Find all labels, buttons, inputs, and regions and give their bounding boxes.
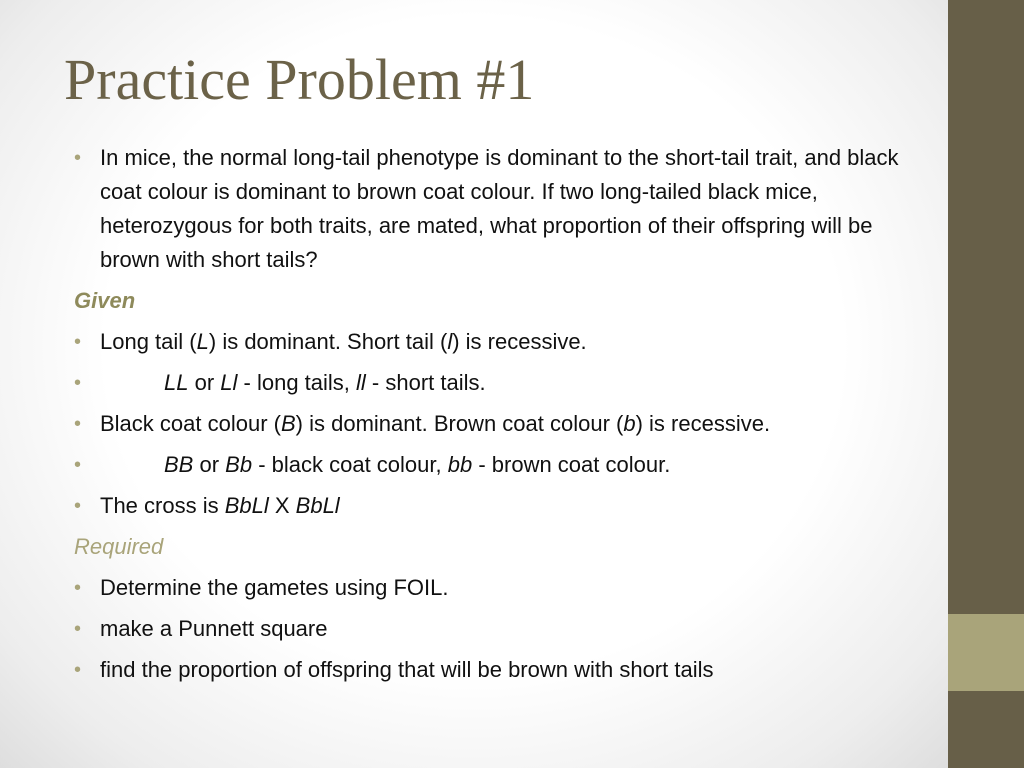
slide-title: Practice Problem #1 (64, 47, 535, 112)
list-item-tail-dominance: • Long tail (L) is dominant. Short tail (l) is recessive. (74, 325, 904, 359)
list-item-cross: • The cross is BbLl X BbLl (74, 489, 904, 523)
coat-genotypes-text: BB or Bb - black coat colour, bb - brown coat colour. (164, 452, 671, 477)
tail-genotypes-text: LL or Ll - long tails, ll - short tails. (164, 370, 486, 395)
bullet-icon: • (74, 413, 82, 435)
content-list (74, 141, 904, 694)
bullet-icon: • (74, 372, 82, 394)
list-item-required-1: • Determine the gametes using FOIL. (74, 571, 904, 605)
sidebar-accent-block (948, 614, 1024, 691)
bullet-icon: • (74, 147, 82, 169)
bullet-icon: • (74, 495, 82, 517)
list-item-coat-genotypes (74, 448, 904, 482)
list-item-tail-genotypes (74, 366, 904, 400)
bullet-icon: • (74, 454, 82, 476)
bullet-icon: • (74, 331, 82, 353)
bullet-icon: • (74, 577, 82, 599)
bullet-icon: • (74, 618, 82, 640)
list-item-coat-dominance: • Black coat colour (B) is dominant. Brown coat colour (b) is recessive. (74, 407, 904, 441)
list-item-required-3: • find the proportion of offspring that will be brown with short tails (74, 653, 904, 687)
required-heading: Required (74, 534, 164, 559)
intro-text: In mice, the normal long-tail phenotype is dominant to the short-tail trait, and black coat colour is dominant to brown coat colour. If two long-tailed black mice, heterozygous for both traits, are mated, what proportion of their offspring will be brown with short tails? (100, 145, 899, 272)
given-heading: Given (74, 288, 136, 313)
list-item-required-2: • make a Punnett square (74, 612, 904, 646)
bullet-icon: • (74, 659, 82, 681)
list-item-intro (74, 141, 904, 277)
